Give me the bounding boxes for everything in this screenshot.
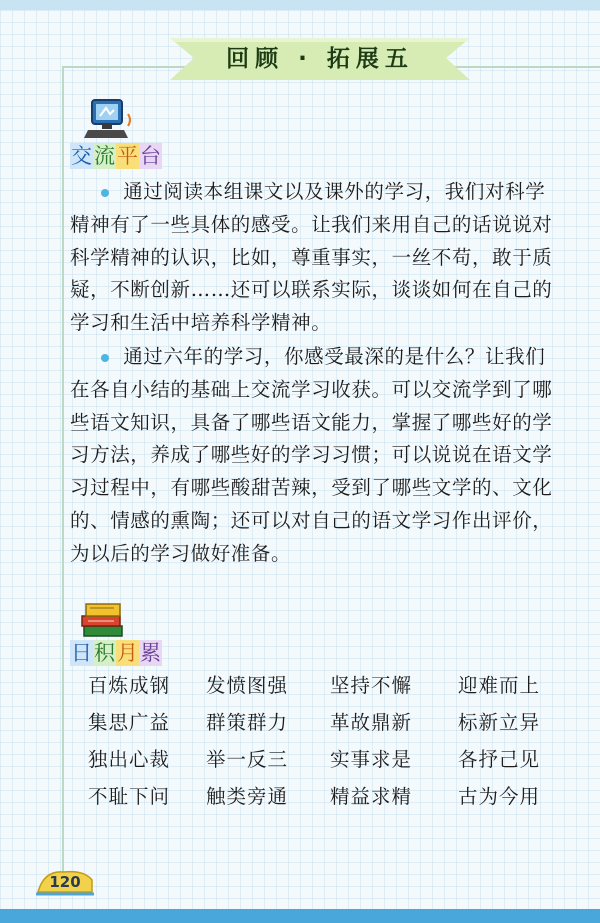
bullet-dot-icon xyxy=(101,189,109,197)
idiom-grid xyxy=(88,674,568,809)
section-heading-exchange xyxy=(70,143,162,169)
page-title: 回顾 · 拓展五 xyxy=(226,46,414,72)
heading-char: 台 xyxy=(140,144,161,168)
paragraph-science-spirit xyxy=(70,176,560,340)
computer-icon xyxy=(78,96,134,146)
idiom: 群策群力 xyxy=(206,711,289,734)
idiom: 百炼成钢 xyxy=(88,674,171,697)
section-heading-accumulation xyxy=(70,640,162,666)
idiom: 精益求精 xyxy=(330,785,413,808)
idiom: 革故鼎新 xyxy=(330,711,413,734)
idiom: 发愤图强 xyxy=(206,674,289,697)
idiom: 标新立异 xyxy=(458,711,541,734)
paragraph-text: 通过六年的学习，你感受最深的是什么？让我们在各自小结的基础上交流学习收获。可以交流学到了哪些语文知识，具备了哪些语文能力，掌握了哪些好的学习方法，养成了哪些好的学习习惯；可以说说在语文学习过程中，有哪些酸甜苦辣，受到了哪些文学的、文化的、情感的熏陶；还可以对自己的语文学习作出评价，为以后的学习做好准备。 xyxy=(70,345,553,565)
idiom: 独出心裁 xyxy=(88,748,171,771)
title-banner xyxy=(170,30,470,88)
heading-char: 月 xyxy=(117,641,138,665)
heading-char: 平 xyxy=(117,144,138,168)
idiom: 不耻下问 xyxy=(88,785,171,808)
idiom: 迎难而上 xyxy=(458,674,541,697)
heading-char: 流 xyxy=(94,144,115,168)
paragraph-six-years xyxy=(70,341,560,571)
idiom: 各抒己见 xyxy=(458,748,541,771)
page-number: 120 xyxy=(49,873,81,891)
paragraph-text: 通过阅读本组课文以及课外的学习，我们对科学精神有了一些具体的感受。让我们来用自己的话说说对科学精神的认识，比如，尊重事实，一丝不苟，敢于质疑，不断创新……还可以联系实际，谈谈如何在自己的学习和生活中培养科学精神。 xyxy=(70,180,553,335)
heading-char: 积 xyxy=(94,641,115,665)
bottom-border xyxy=(0,909,600,923)
heading-char: 日 xyxy=(71,641,92,665)
heading-char: 累 xyxy=(140,641,161,665)
bullet-dot-icon xyxy=(101,354,109,362)
idiom: 触类旁通 xyxy=(206,785,289,808)
books-icon xyxy=(76,596,130,644)
heading-char: 交 xyxy=(71,144,92,168)
idiom: 实事求是 xyxy=(330,748,413,771)
idiom: 集思广益 xyxy=(88,711,171,734)
idiom: 坚持不懈 xyxy=(330,674,413,697)
idiom: 举一反三 xyxy=(206,748,289,771)
idiom: 古为今用 xyxy=(458,785,541,808)
